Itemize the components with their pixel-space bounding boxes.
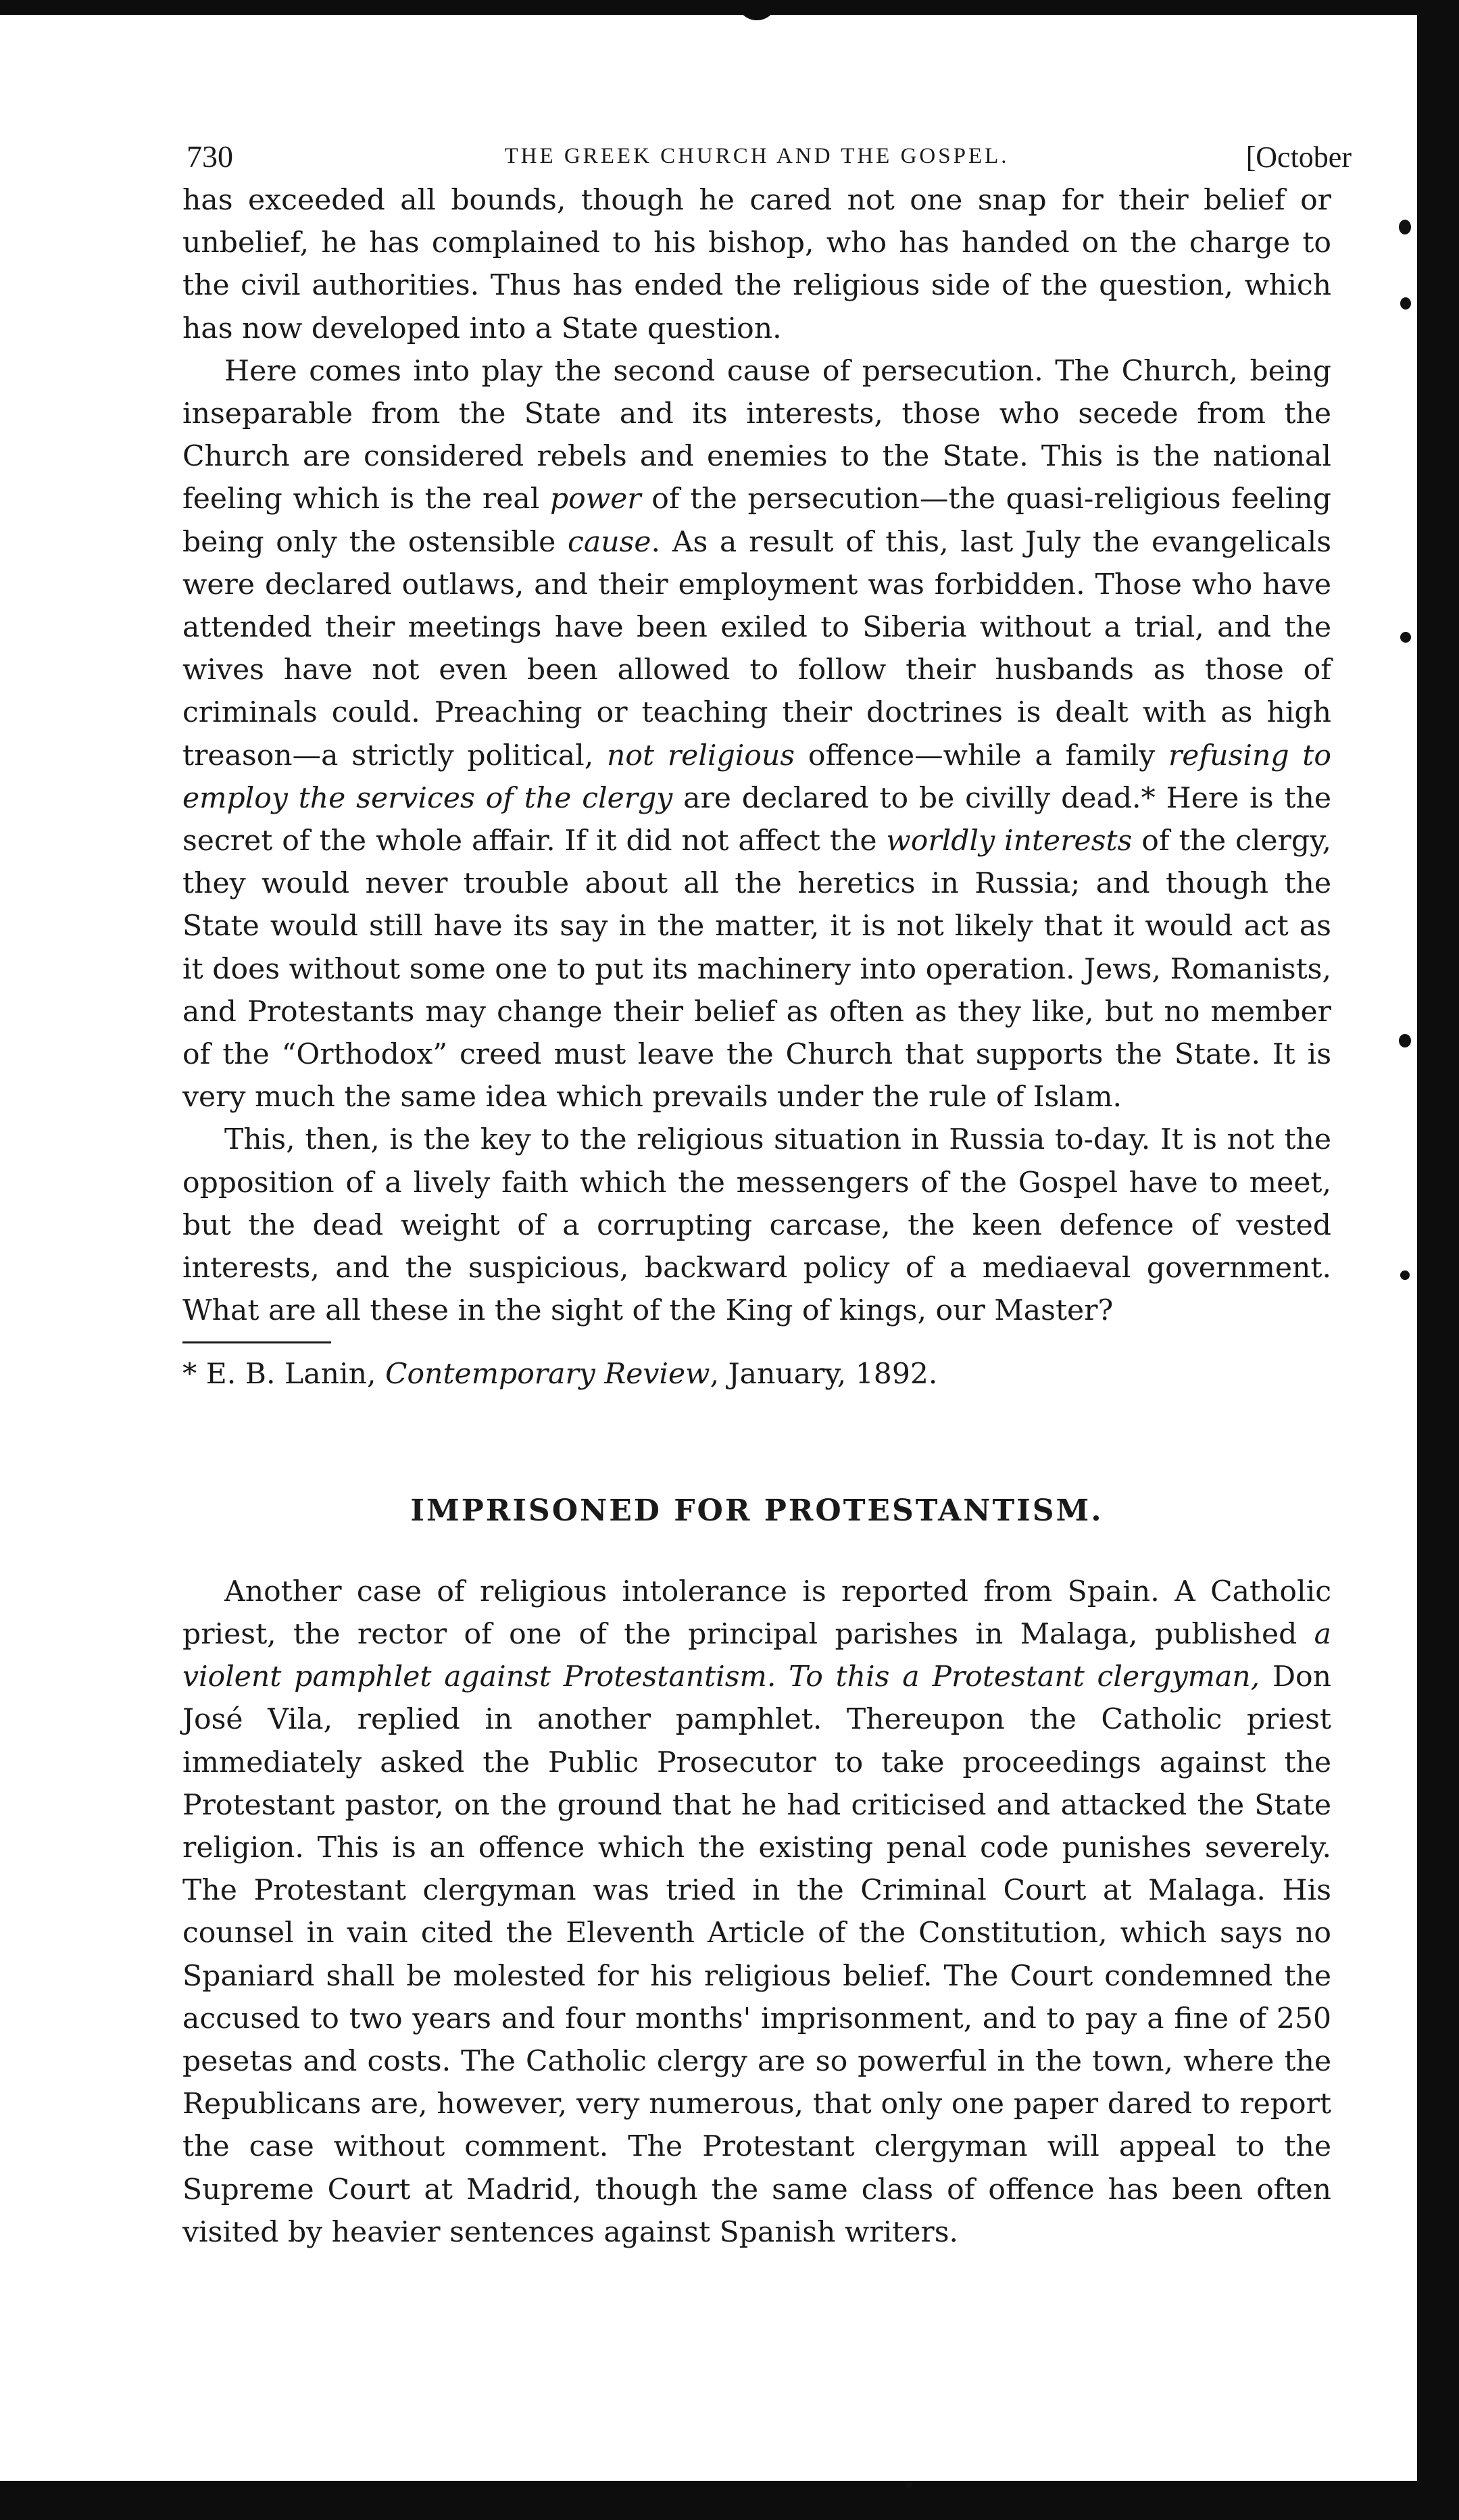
emphasis-power: power <box>549 483 641 516</box>
scan-bottom-edge <box>0 2481 1459 2520</box>
paragraph-text: are declared to be civilly dead.* Here is the secret of the whole affair. If it did not affect the <box>182 781 1331 858</box>
paragraph-text: Here comes into play the second cause of persecution. The Church, being inseparable from the State and its interests, those who secede from the Church are considered rebels and enemies to the State. This is the national feeling which is the real <box>182 354 1331 516</box>
paragraph-text: of the persecution—the quasi-religious feeling being only the ostensible <box>182 483 1332 559</box>
section-title: IMPRISONED FOR PROTESTANTISM. <box>410 1493 1104 1528</box>
running-head-month: [October <box>1245 141 1352 174</box>
paragraph-text: . As a result of this, last July the evangelicals were declared outlaws, and their employment was forbidden. Those who have attended their meetings have been exiled to Siberia without a trial, and the wives have not even been allowed to follow their husbands as those of criminals could. Preaching or teaching their doctrines is dealt with as high treason—a strictly political, <box>182 525 1332 772</box>
running-head <box>182 139 1352 179</box>
paragraph-second-cause <box>182 350 1331 1119</box>
article-imprisoned <box>182 1571 1331 2254</box>
scan-right-edge <box>1417 0 1459 2520</box>
scan-top-notch <box>737 0 777 20</box>
footnote-prefix: * E. B. Lanin, <box>182 1358 385 1391</box>
footnote <box>182 1353 1331 1395</box>
footnote-rule <box>182 1341 331 1343</box>
footnote-source: Contemporary Review <box>385 1358 710 1391</box>
running-head-title: THE GREEK CHURCH AND THE GOSPEL. <box>504 144 1010 168</box>
footnote-suffix: , January, 1892. <box>710 1358 938 1391</box>
emphasis-not-religious: not religious <box>607 739 795 772</box>
paragraph-text: Another case of religious intolerance is reported from Spain. A Catholic priest, the rector of one of the principal parishes in Malaga, published <box>182 1575 1331 1651</box>
emphasis-cause: cause <box>568 525 651 559</box>
article-greek-church <box>182 179 1331 1396</box>
paragraph-text: Don José Vila, replied in another pamphlet. Thereupon the Catholic priest immediately asked the Public Prosecutor to take proceedings against the Protestant pastor, on the ground that he had criticised and attacked the State religion. This is an offence which the existing penal code punishes severely. The Protestant clergyman was tried in the Criminal Court at Malaga. His counsel in vain cited the Eleventh Article of the Constitution, which says no Spaniard shall be molested for his religious belief. The Court condemned the accused to two years and four months' imprisonment, and to pay a fine of 250 pesetas and costs. The Catholic clergy are so powerful in the town, where the Republicans are, however, very numerous, that only one paper dared to report the case without comment. The Protestant clergyman will appeal to the Supreme Court at Madrid, though the same class of offence has been often visited by heavier sentences against Spanish writers. <box>182 1660 1331 2249</box>
scan-top-edge <box>0 0 1459 15</box>
paragraph-text: offence—while a family <box>795 739 1168 772</box>
paragraph-continued: has exceeded all bounds, though he cared not one snap for their belief or unbelief, he has complained to his bishop, who has handed on the charge to the civil authorities. Thus has ended the religious side of the question, which has now developed into a State question. <box>182 184 1331 345</box>
page-number: 730 <box>187 139 233 174</box>
paragraph-spain <box>182 1571 1331 2254</box>
page <box>182 139 1352 2254</box>
emphasis-refusing: refusing to employ the services of the clergy <box>182 739 1331 815</box>
paragraph-key: This, then, is the key to the religious situation in Russia to-day. It is not the opposition of a lively faith which the messengers of the Gospel have to meet, but the dead weight of a corrupting carcase, the keen defence of vested interests, and the suspicious, backward policy of a mediaeval government. What are all these in the sight of the King of kings, our Master? <box>182 1123 1331 1328</box>
paragraph-text: of the clergy, they would never trouble about all the heretics in Russia; and though the State would still have its say in the matter, it is not likely that it would act as it does without some one to put its machinery into operation. Jews, Romanists, and Protestants may change their belief as often as they like, but no member of the “Orthodox” creed must leave the Church that supports the State. It is very much the same idea which prevails under the rule of Islam. <box>182 824 1331 1114</box>
emphasis-pamphlet: a violent pamphlet against Protestantism. To this a Protestant clergyman, <box>182 1617 1331 1694</box>
emphasis-worldly-interests: worldly interests <box>886 824 1133 858</box>
